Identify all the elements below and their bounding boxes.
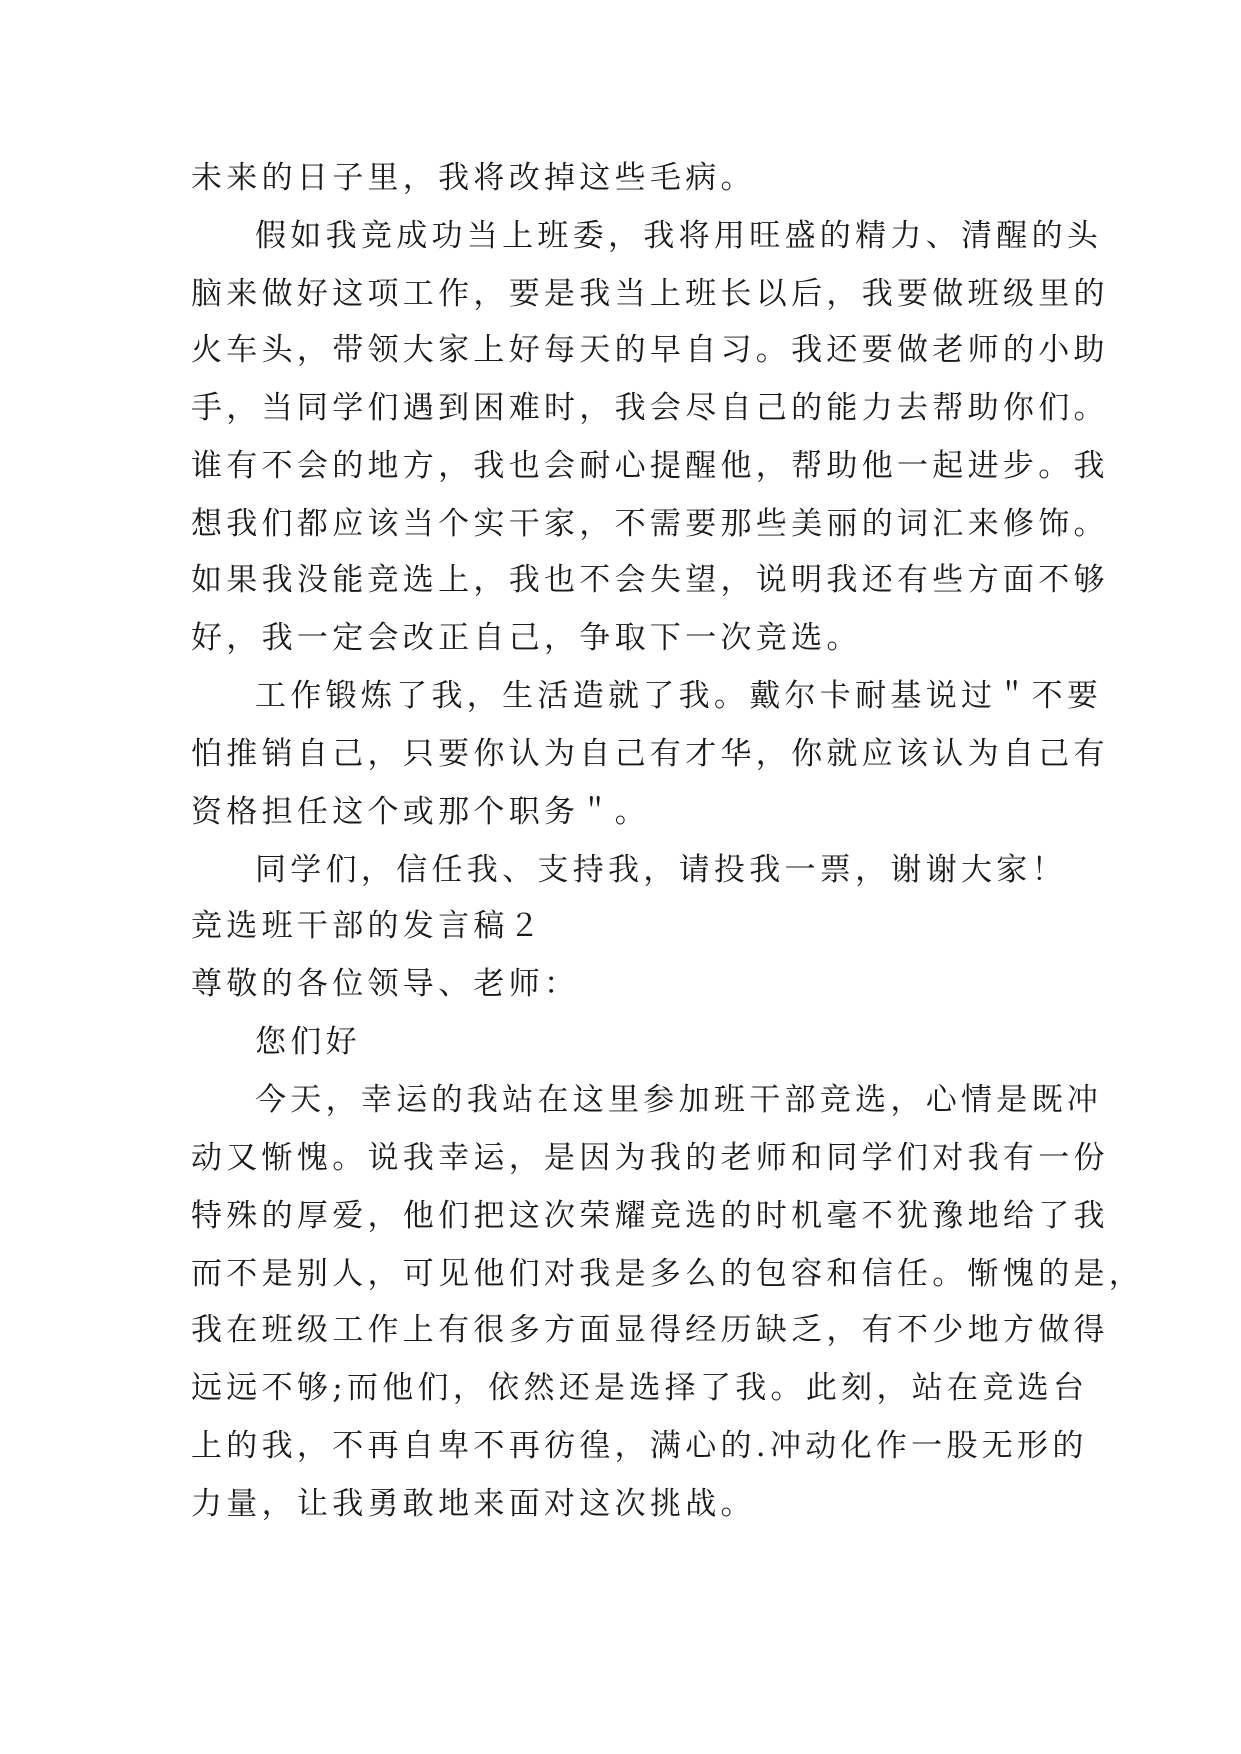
text-line-12: 资格担任这个或那个职务＂。 — [191, 794, 650, 830]
text-line-19: 特殊的厚爱，他们把这次荣耀竞选的时机毫不犹豫地给了我 — [191, 1198, 1109, 1234]
text-line-8: 如果我没能竞选上，我也不会失望，说明我还有些方面不够 — [191, 562, 1109, 598]
text-line-3: 脑来做好这项工作，要是我当上班长以后，我要做班级里的 — [191, 276, 1109, 312]
text-line-5: 手，当同学们遇到困难时，我会尽自己的能力去帮助你们。 — [191, 390, 1109, 426]
text-line-23: 上的我，不再自卑不再彷徨，满心的.冲动化作一股无形的 — [191, 1428, 1088, 1464]
paragraph-start-line: 假如我竞成功当上班委，我将用旺盛的精力、清醒的头 — [255, 218, 1103, 254]
paragraph-start-line: 今天，幸运的我站在这里参加班干部竞选，心情是既冲 — [255, 1082, 1103, 1118]
text-line-11: 怕推销自己，只要你认为自己有才华，你就应该认为自己有 — [191, 736, 1109, 772]
section-heading: 竞选班干部的发言稿２ — [191, 908, 544, 944]
text-line-22: 远远不够;而他们，依然还是选择了我。此刻，站在竞选台 — [191, 1370, 1089, 1406]
text-line-24: 力量，让我勇敢地来面对这次挑战。 — [191, 1486, 756, 1522]
text-line-20: 而不是别人，可见他们对我是多么的包容和信任。惭愧的是， — [191, 1256, 1145, 1292]
text-line-18: 动又惭愧。说我幸运，是因为我的老师和同学们对我有一份 — [191, 1140, 1109, 1176]
paragraph-start-line: 同学们，信任我、支持我，请投我一票，谢谢大家！ — [255, 852, 1067, 888]
paragraph-start-line: 工作锻炼了我，生活造就了我。戴尔卡耐基说过＂不要 — [255, 678, 1103, 714]
text-line-7: 想我们都应该当个实干家，不需要那些美丽的词汇来修饰。 — [191, 506, 1109, 542]
greeting-line: 您们好 — [255, 1024, 361, 1060]
salutation-line: 尊敬的各位领导、老师： — [191, 966, 580, 1002]
text-line-6: 谁有不会的地方，我也会耐心提醒他，帮助他一起进步。我 — [191, 448, 1109, 484]
text-line-4: 火车头，带领大家上好每天的早自习。我还要做老师的小助 — [191, 332, 1109, 368]
text-line-1: 未来的日子里，我将改掉这些毛病。 — [191, 160, 756, 196]
text-line-21: 我在班级工作上有很多方面显得经历缺乏，有不少地方做得 — [191, 1312, 1109, 1348]
text-line-9: 好，我一定会改正自己，争取下一次竞选。 — [191, 620, 862, 656]
